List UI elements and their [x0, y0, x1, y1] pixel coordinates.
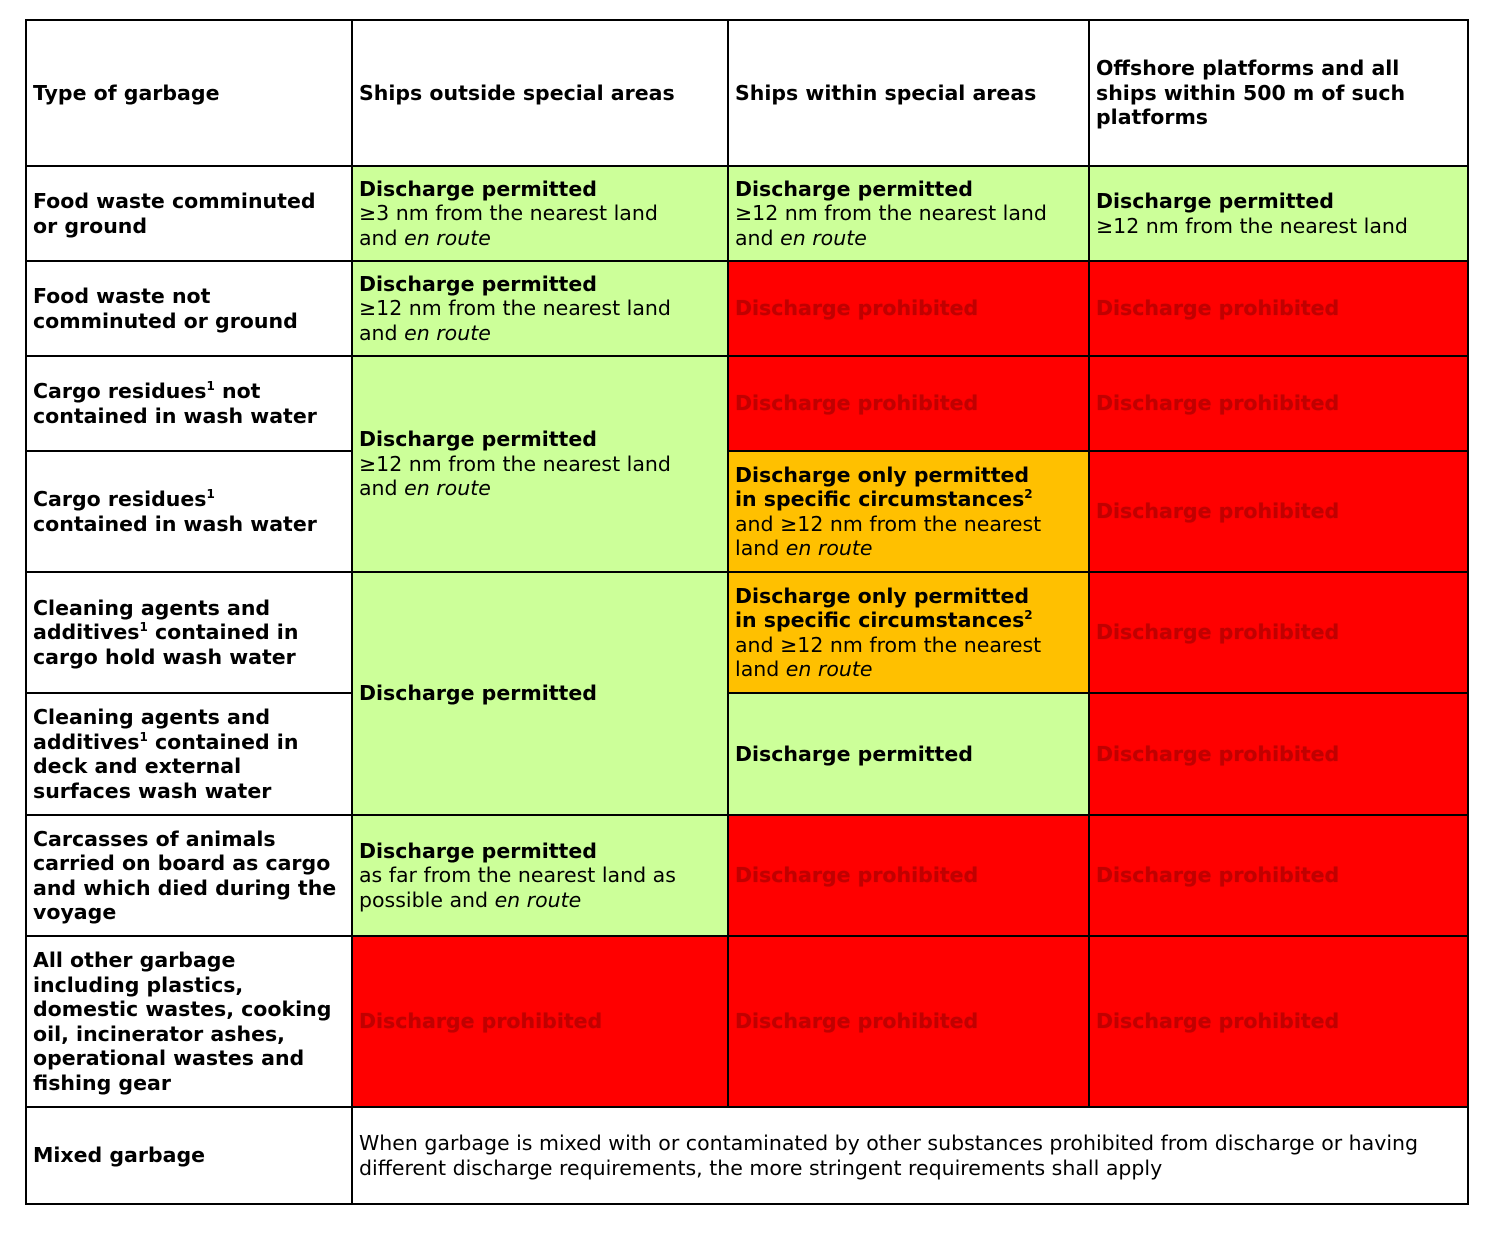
row-food-waste-comminuted: Food waste comminuted or ground [26, 166, 352, 261]
cell-permitted [728, 693, 1089, 815]
distance-detail: ≥12 nm from the nearest land [359, 296, 671, 321]
en-route-label: en route [404, 225, 491, 250]
permitted-label: Discharge permitted [359, 176, 597, 201]
en-route-label: en route [780, 225, 867, 250]
permitted-label: Discharge permitted [359, 271, 597, 296]
row-label-part: contained in cargo hold wash water [33, 620, 299, 669]
mixed-garbage-note: When garbage is mixed with or contaminated by other substances prohibited from discharge or having different discharge requirements, the more stringent requirements shall apply [352, 1107, 1468, 1204]
cell-conditional [728, 572, 1089, 693]
row-carcasses-of-animals: Carcasses of animals carried on board as cargo and which died during the voyage [26, 815, 352, 936]
header-outside-special-areas: Ships outside special areas [352, 20, 728, 166]
row-cleaning-agents-cargo-hold [26, 572, 352, 693]
cell-prohibited: Discharge prohibited [1089, 451, 1468, 572]
cell-prohibited: Discharge prohibited [1089, 572, 1468, 693]
permitted-label: Discharge permitted [1096, 189, 1334, 213]
cell-permitted [352, 815, 728, 936]
cell-prohibited: Discharge prohibited [1089, 356, 1468, 451]
row-mixed-garbage: Mixed garbage [26, 1107, 352, 1204]
table-row [26, 936, 1468, 1107]
and-label: and [359, 225, 398, 250]
row-label-part: not contained in wash water [33, 379, 317, 428]
header-offshore-platforms: Offshore platforms and all ships within 500 m of such platforms [1089, 20, 1468, 166]
footnote-1: 1 [139, 620, 148, 635]
and-label: and [359, 476, 398, 500]
distance-detail: ≥12 nm from the nearest land [735, 511, 1042, 560]
conditional-label: Discharge only permitted [735, 583, 1030, 608]
row-cleaning-agents-deck [26, 693, 352, 815]
cell-permitted [352, 166, 728, 261]
row-all-other-garbage: All other garbage including plastics, domestic wastes, cooking oil, incinerator ashes, operational wastes and fishing gear [26, 936, 352, 1107]
conditional-label: Discharge only permitted [735, 462, 1030, 487]
row-label-part: contained in deck and external surfaces wash water [33, 729, 299, 803]
and-label: and [735, 511, 774, 536]
cell-permitted [352, 356, 728, 572]
cell-prohibited: Discharge prohibited [352, 936, 728, 1107]
cell-prohibited: Discharge prohibited [728, 815, 1089, 936]
table-row [26, 261, 1468, 356]
footnote-2: 2 [1024, 487, 1033, 502]
distance-detail: as far from the nearest land as possible and [359, 863, 676, 912]
permitted-label: Discharge permitted [359, 838, 597, 863]
cell-conditional [728, 451, 1089, 572]
en-route-label: en route [494, 887, 582, 912]
row-label-part: Cleaning agents and additives [33, 705, 271, 754]
header-within-special-areas: Ships within special areas [728, 20, 1089, 166]
table-row [26, 693, 1468, 815]
header-row [26, 20, 1468, 166]
distance-detail: ≥3 nm from the nearest land [359, 201, 658, 226]
table-row [26, 1107, 1468, 1204]
row-label-part: Cargo residues [33, 379, 207, 403]
permitted-label: Discharge permitted [735, 741, 973, 766]
and-label: and [359, 320, 398, 345]
conditional-label: in specific circumstances [735, 608, 1025, 632]
cell-prohibited: Discharge prohibited [1089, 261, 1468, 356]
permitted-label: Discharge permitted [359, 681, 597, 706]
cell-permitted [352, 261, 728, 356]
table-row [26, 572, 1468, 693]
table-row [26, 166, 1468, 261]
row-cargo-residues-in-wash-water [26, 451, 352, 572]
cell-prohibited: Discharge prohibited [1089, 693, 1468, 815]
distance-detail: ≥12 nm from the nearest land [735, 201, 1047, 226]
cell-prohibited: Discharge prohibited [728, 261, 1089, 356]
permitted-label: Discharge permitted [359, 427, 597, 451]
footnote-1: 1 [139, 729, 148, 744]
cell-permitted [728, 166, 1089, 261]
row-label-part: contained in wash water [33, 511, 317, 536]
table-row [26, 356, 1468, 451]
distance-detail: ≥12 nm from the nearest land [1096, 213, 1408, 238]
distance-detail: ≥12 nm from the nearest land [359, 451, 671, 476]
cell-prohibited: Discharge prohibited [728, 356, 1089, 451]
footnote-1: 1 [206, 487, 215, 502]
en-route-label: en route [785, 536, 873, 560]
row-food-waste-not-comminuted: Food waste not comminuted or ground [26, 261, 352, 356]
table-row [26, 815, 1468, 936]
cell-prohibited: Discharge prohibited [1089, 936, 1468, 1107]
table-row [26, 451, 1468, 572]
en-route-label: en route [404, 476, 491, 500]
en-route-label: en route [785, 657, 873, 681]
cell-prohibited: Discharge prohibited [728, 936, 1089, 1107]
and-label: and [735, 632, 774, 657]
distance-detail: ≥12 nm from the nearest land [735, 632, 1042, 681]
header-type-of-garbage: Type of garbage [26, 20, 352, 166]
row-label-part: Cargo residues [33, 487, 207, 511]
footnote-2: 2 [1024, 608, 1033, 623]
conditional-label: in specific circumstances [735, 487, 1025, 511]
row-label-part: Cleaning agents and additives [33, 595, 271, 645]
and-label: and [735, 225, 774, 250]
cell-permitted [1089, 166, 1468, 261]
cell-permitted [352, 572, 728, 815]
footnote-1: 1 [206, 379, 215, 394]
en-route-label: en route [404, 320, 491, 345]
cell-prohibited: Discharge prohibited [1089, 815, 1468, 936]
garbage-discharge-table [25, 19, 1469, 1205]
row-cargo-residues-not-in-wash-water [26, 356, 352, 451]
permitted-label: Discharge permitted [735, 176, 973, 201]
